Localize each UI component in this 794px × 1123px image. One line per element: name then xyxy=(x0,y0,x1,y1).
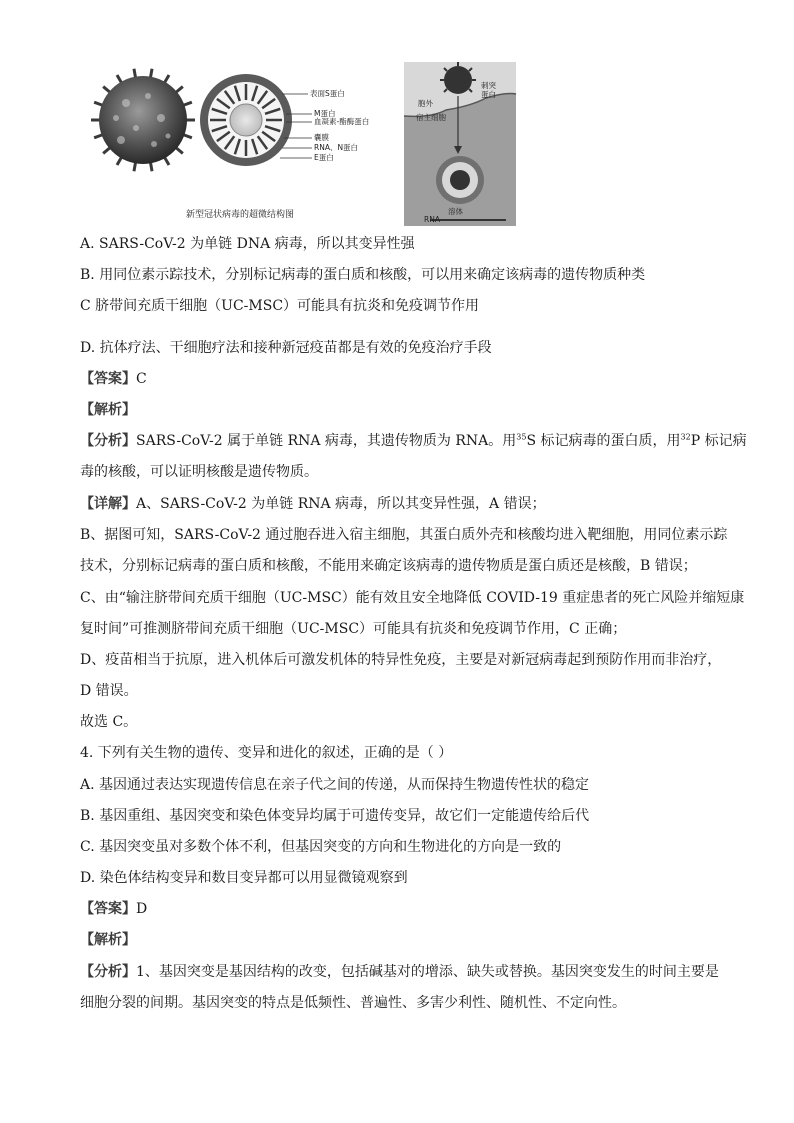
q3-analysis-heading xyxy=(80,402,136,419)
label-outside: 胞外 xyxy=(418,99,433,108)
q3-xiangjie-c1: C、由“输注脐带间充质干细胞（UC-MSC）能有效且安全地降低 COVID-19 重症患者的死亡风险并缩短康 xyxy=(80,590,745,606)
label-host-cell: 宿主细胞 xyxy=(416,113,446,122)
fenxi-tag: 【分析】 xyxy=(80,964,136,980)
fenxi-text: P 标记病 xyxy=(690,433,747,449)
q3-xiangjie-b1: B、据图可知，SARS-CoV-2 通过胞吞进入宿主细胞，其蛋白质外壳和核酸均进入靶细胞，用同位素示踪 xyxy=(80,527,728,543)
q4-option-b: B. 基因重组、基因突变和染色体变异均属于可遗传变异，故它们一定能遗传给后代 xyxy=(80,808,590,824)
xiangjie-text: A、SARS-CoV-2 为单链 RNA 病毒，所以其变异性强，A 错误； xyxy=(136,496,546,512)
label-m-protein: M蛋白 xyxy=(314,109,336,118)
virus-exterior xyxy=(91,69,195,171)
analysis-tag: 【解析】 xyxy=(80,402,136,418)
label-spike-bottom: 蛋白 xyxy=(481,90,496,99)
q3-xiangjie-c2: 复时间”可推测脐带间充质干细胞（UC-MSC）可能具有抗炎和免疫调节作用，C 正确； xyxy=(80,621,627,637)
analysis-tag: 【解析】 xyxy=(80,932,136,948)
answer-tag: 【答案】 xyxy=(80,371,136,387)
answer-tag: 【答案】 xyxy=(80,901,136,917)
q4-analysis-heading xyxy=(80,932,136,949)
q4-option-d: D. 染色体结构变异和数目变异都可以用显微镜观察到 xyxy=(80,870,408,886)
q4-fenxi-line-1 xyxy=(80,964,719,981)
virus-structure-figure xyxy=(86,58,526,226)
label-s-protein: 表面S蛋白 xyxy=(310,89,345,98)
q3-conclusion: 故选 C。 xyxy=(80,714,138,730)
xiangjie-tag: 【详解】 xyxy=(80,496,136,512)
q3-fenxi-line-2: 毒的核酸，可以证明核酸是遗传物质。 xyxy=(80,464,318,480)
fenxi-text: S 标记病毒的蛋白质，用 xyxy=(526,433,681,449)
q3-option-c: C 脐带间充质干细胞（UC-MSC）可能具有抗炎和免疫调节作用 xyxy=(80,298,480,314)
virus-illustration xyxy=(86,58,526,226)
fenxi-text: 1、基因突变是基因结构的改变，包括碱基对的增添、缺失或替换。基因突变发生的时间主要是 xyxy=(136,964,719,980)
q3-option-b: B. 用同位素示踪技术，分别标记病毒的蛋白质和核酸，可以用来确定该病毒的遗传物质种类 xyxy=(80,267,646,283)
fenxi-text: SARS-CoV-2 属于单链 RNA 病毒，其遗传物质为 RNA。用 xyxy=(136,433,517,449)
answer-value: C xyxy=(136,371,147,387)
label-rna: RNA xyxy=(424,215,440,224)
fenxi-tag: 【分析】 xyxy=(80,433,136,449)
answer-value: D xyxy=(136,901,148,917)
q3-fenxi-line-1 xyxy=(80,433,747,450)
q3-xiangjie-d1: D、疫苗相当于抗原，进入机体后可激发机体的特异性免疫，主要是对新冠病毒起到预防作用而非治疗， xyxy=(80,652,722,668)
q3-option-a: A. SARS-CoV-2 为单链 DNA 病毒，所以其变异性强 xyxy=(80,236,415,252)
virus-cross-section xyxy=(200,74,292,166)
superscript-35: 35 xyxy=(516,432,527,442)
q4-stem: 4. 下列有关生物的遗传、变异和进化的叙述，正确的是（ ） xyxy=(80,745,453,761)
q3-xiangjie-a xyxy=(80,496,546,513)
q3-answer xyxy=(80,371,147,388)
q3-option-d: D. 抗体疗法、干细胞疗法和接种新冠疫苗都是有效的免疫治疗手段 xyxy=(80,340,492,356)
figure-caption: 新型冠状病毒的超微结构图 xyxy=(186,210,295,220)
q4-answer xyxy=(80,901,147,918)
label-envelope: 囊膜 xyxy=(314,133,329,142)
cell-entry-panel xyxy=(404,62,516,226)
q4-fenxi-line-2: 细胞分裂的间期。基因突变的特点是低频性、普遍性、多害少利性、随机性、不定向性。 xyxy=(80,995,626,1011)
q3-xiangjie-b2: 技术，分别标记病毒的蛋白质和核酸，不能用来确定该病毒的遗传物质是蛋白质还是核酸，B 错误； xyxy=(80,558,697,574)
label-rna-n: RNA、N蛋白 xyxy=(314,143,359,152)
q4-option-a: A. 基因通过表达实现遗传信息在亲子代之间的传递，从而保持生物遗传性状的稳定 xyxy=(80,777,590,793)
superscript-32: 32 xyxy=(680,432,691,442)
label-he-protein: 血凝素-酯酶蛋白 xyxy=(314,117,370,126)
label-e-protein: E蛋白 xyxy=(314,153,334,162)
q3-xiangjie-d2: D 错误。 xyxy=(80,683,138,699)
label-spike-top: 刺突 xyxy=(481,81,496,90)
q4-option-c: C. 基因突变虽对多数个体不利，但基因突变的方向和生物进化的方向是一致的 xyxy=(80,839,562,855)
label-sub: 溶体 xyxy=(448,207,463,216)
